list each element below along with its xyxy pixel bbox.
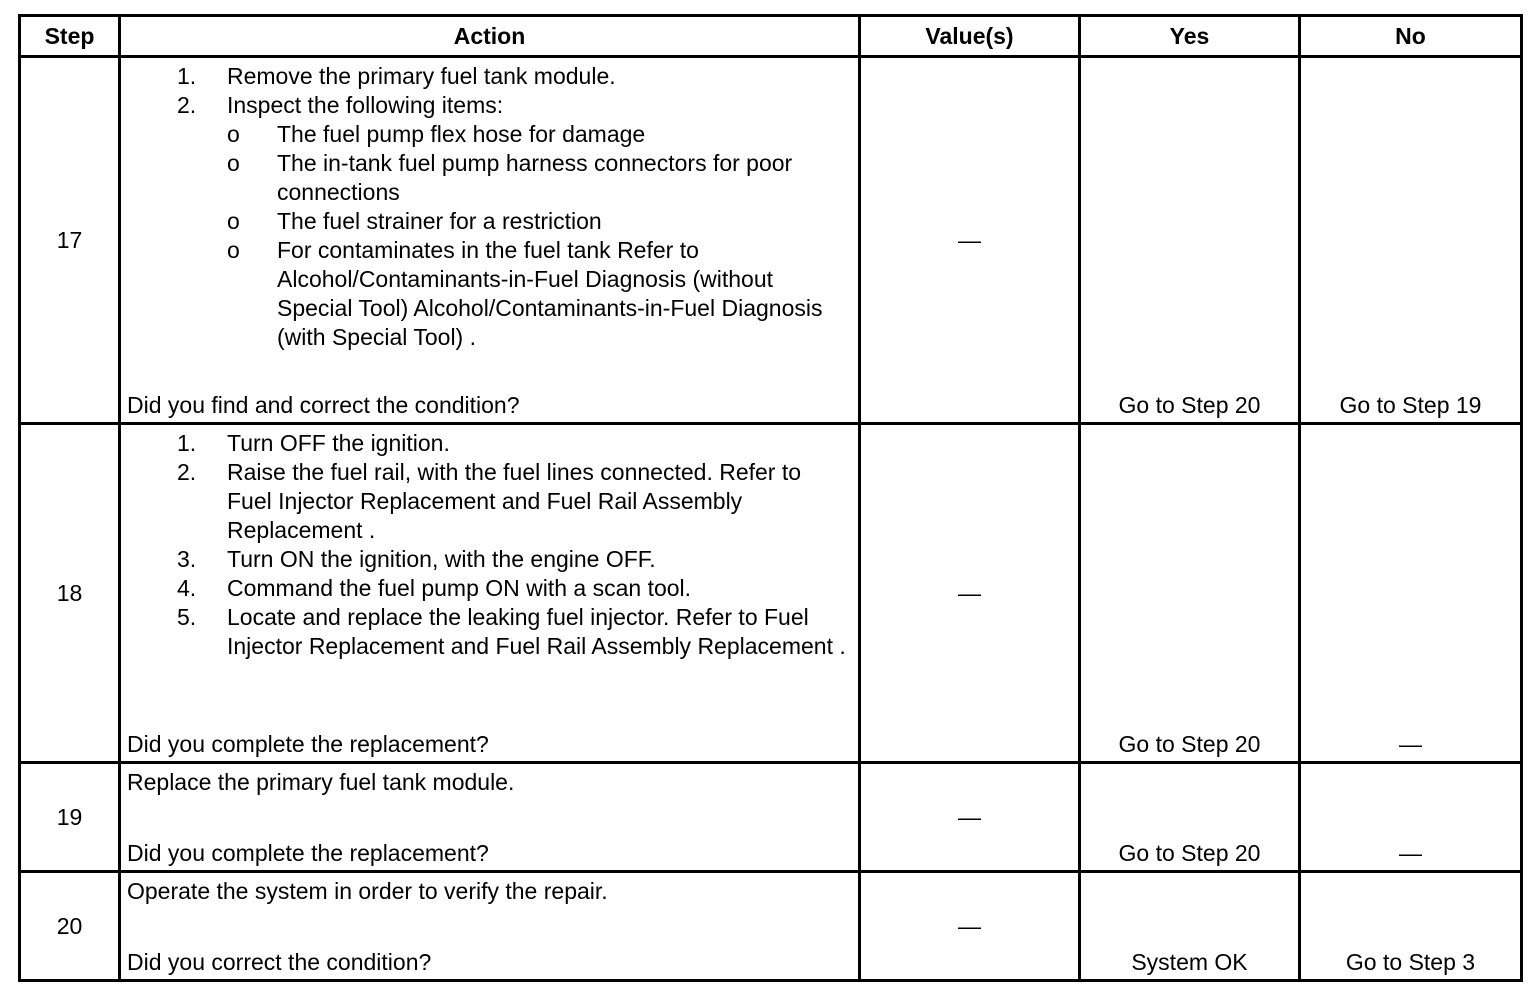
no-cell: Go to Step 3 bbox=[1300, 872, 1522, 981]
value-cell: — bbox=[860, 872, 1080, 981]
value-cell: — bbox=[860, 424, 1080, 763]
table-row bbox=[20, 872, 1522, 981]
list-item: o The in-tank fuel pump harness connectors for poor connections bbox=[227, 150, 793, 205]
action-text: Replace the primary fuel tank module. bbox=[127, 769, 515, 795]
yes-cell: Go to Step 20 bbox=[1080, 424, 1300, 763]
header-values: Value(s) bbox=[860, 16, 1080, 57]
no-cell: Go to Step 19 bbox=[1300, 57, 1522, 424]
value-cell: — bbox=[860, 57, 1080, 424]
action-step: 2. Inspect the following items: bbox=[177, 92, 504, 118]
yes-cell: System OK bbox=[1080, 872, 1300, 981]
diagnostic-table bbox=[18, 14, 1523, 982]
action-step: 2. Raise the fuel rail, with the fuel lines connected. Refer to Fuel Injector Replacement and Fuel Rail Assembly Replacement . bbox=[177, 459, 802, 543]
action-step: 4. Command the fuel pump ON with a scan tool. bbox=[177, 575, 692, 601]
table-row bbox=[20, 424, 1522, 763]
action-step: 1. Remove the primary fuel tank module. bbox=[177, 63, 616, 89]
action-cell bbox=[120, 57, 860, 424]
header-step: Step bbox=[20, 16, 120, 57]
step-number: 17 bbox=[20, 57, 120, 424]
step-number: 18 bbox=[20, 424, 120, 763]
header-action: Action bbox=[120, 16, 860, 57]
step-number: 19 bbox=[20, 763, 120, 872]
value-cell: — bbox=[860, 763, 1080, 872]
no-cell: — bbox=[1300, 424, 1522, 763]
yes-cell: Go to Step 20 bbox=[1080, 57, 1300, 424]
table-row bbox=[20, 57, 1522, 424]
action-text: Operate the system in order to verify the repair. bbox=[127, 878, 608, 904]
action-steps bbox=[127, 429, 852, 661]
action-cell bbox=[120, 424, 860, 763]
action-question: Did you complete the replacement? bbox=[127, 731, 489, 757]
action-question: Did you complete the replacement? bbox=[127, 840, 489, 866]
action-cell bbox=[120, 872, 860, 981]
action-cell bbox=[120, 763, 860, 872]
inspection-list bbox=[177, 120, 852, 352]
action-step: 3. Turn ON the ignition, with the engine OFF. bbox=[177, 546, 656, 572]
action-step: 5. Locate and replace the leaking fuel injector. Refer to Fuel Injector Replacement and Fuel Rail Assembly Replacement . bbox=[177, 604, 846, 659]
list-item: o The fuel strainer for a restriction bbox=[227, 208, 602, 234]
table-row bbox=[20, 763, 1522, 872]
header-no: No bbox=[1300, 16, 1522, 57]
no-cell: — bbox=[1300, 763, 1522, 872]
list-item: o For contaminates in the fuel tank Refer to Alcohol/Contaminants-in-Fuel Diagnosis (without Special Tool) Alcohol/Contaminants-in-Fuel Diagnosis (with Special Tool) . bbox=[227, 237, 823, 350]
header-row bbox=[20, 16, 1522, 57]
step-number: 20 bbox=[20, 872, 120, 981]
action-steps bbox=[127, 62, 852, 120]
yes-cell: Go to Step 20 bbox=[1080, 763, 1300, 872]
action-question: Did you correct the condition? bbox=[127, 949, 432, 975]
action-step: 1. Turn OFF the ignition. bbox=[177, 430, 450, 456]
action-question: Did you find and correct the condition? bbox=[127, 392, 520, 418]
header-yes: Yes bbox=[1080, 16, 1300, 57]
list-item: o The fuel pump flex hose for damage bbox=[227, 121, 646, 147]
